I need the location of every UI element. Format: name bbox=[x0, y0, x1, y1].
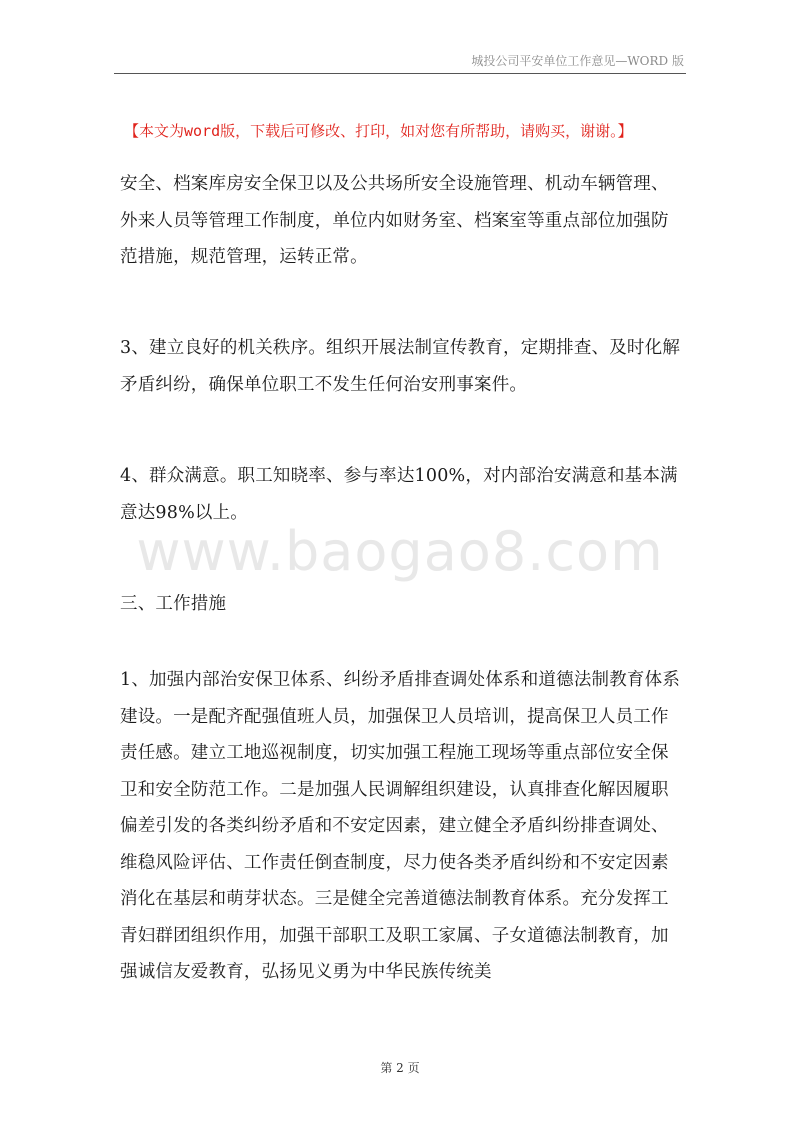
section-heading-work-measures bbox=[120, 586, 686, 623]
paragraph-measure-one bbox=[120, 662, 686, 991]
document-header-title: 城投公司平安单位工作意见—WORD 版 bbox=[471, 54, 684, 68]
paragraph-text: 安全、档案库房安全保卫以及公共场所安全设施管理、机动车辆管理、外来人员等管理工作制度，单位内如财务室、档案室等重点部位加强防范措施，规范管理，运转正常。 bbox=[120, 174, 669, 267]
paragraph-text: 3、建立良好的机关秩序。组织开展法制宣传教育，定期排查、及时化解矛盾纠纷，确保单位职工不发生任何治安刑事案件。 bbox=[120, 338, 681, 395]
site-watermark: www.baogao8.com bbox=[136, 520, 664, 583]
paragraph-public-satisfaction bbox=[120, 458, 686, 531]
purchase-notice: 【本文为word版，下载后可修改、打印，如对您有所帮助，请购买，谢谢。】 bbox=[124, 122, 633, 140]
paragraph-text: 4、群众满意。职工知晓率、参与率达100%，对内部治安满意和基本满意达98%以上。 bbox=[120, 466, 678, 523]
section-heading-text: 三、工作措施 bbox=[120, 594, 227, 614]
paragraph-security-management bbox=[120, 166, 686, 276]
paragraph-text: 1、加强内部治安保卫体系、纠纷矛盾排查调处体系和道德法制教育体系建设。一是配齐配强值班人员，加强保卫人员培训，提高保卫人员工作责任感。建立工地巡视制度，切实加强工程施工现场等重点部位安全保卫和安全防范工作。二是加强人民调解组织建设，认真排查化解因履职偏差引发的各类纠纷矛盾和不安定因素，建立健全矛盾纠纷排查调处、维稳风险评估、工作责任倒查制度，尽力使各类矛盾纠纷和不安定因素消化在基层和萌芽状态。三是健全完善道德法制教育体系。充分发挥工青妇群团组织作用，加强干部职工及职工家属、子女道德法制教育，加强诚信友爱教育，弘扬见义勇为中华民族传统美 bbox=[120, 670, 681, 982]
page-number: 第 2 页 bbox=[380, 1061, 420, 1075]
paragraph-organ-order bbox=[120, 330, 686, 403]
header-divider bbox=[114, 73, 686, 74]
